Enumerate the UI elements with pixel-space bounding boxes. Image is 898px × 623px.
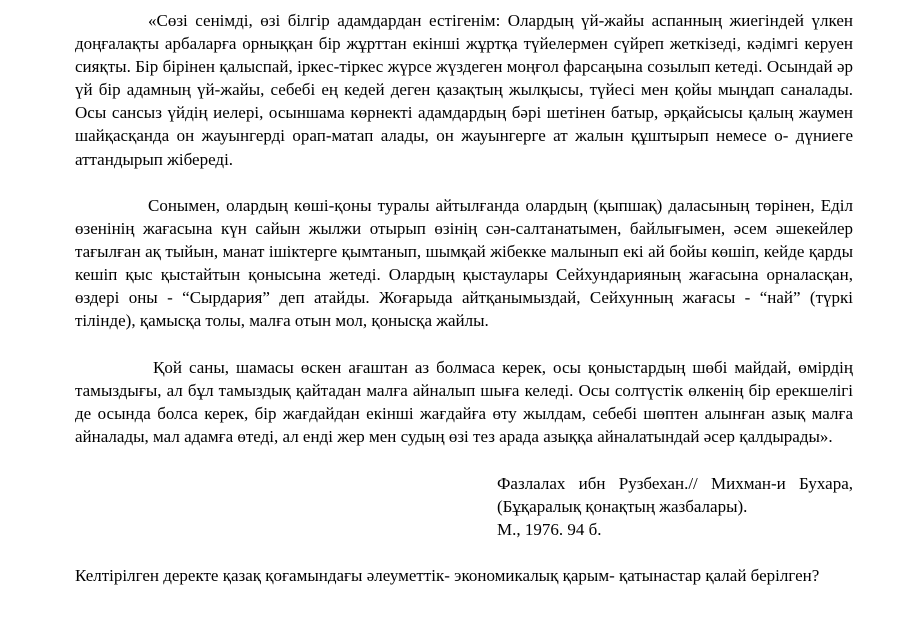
citation-block [497,472,853,541]
citation-source: Фазлалах ибн Рузбехан.// Михман-и Бухара, (Бұқаралық қонақтың жазбалары). [497,474,853,517]
paragraph-3: Қой саны, шамасы өскен ағаштан аз болмаса керек, осы қоныстардың шөбі майдай, өмірдің тамыздығы, ал бұл тамыздық қайтадан малға айналып шыға келеді. Осы солтүстік өлкенің бір ерекшелігі де осында болса керек, бір жағдайдан екінші жағдайға өту жылдам, себебі шөптен алынған азық малға айналады, мал адамға өтеді, ал енді жер мен судың өзі тез арада азыққа айналатындай әсер қалдырады». [75,358,853,447]
paragraph-2: Сонымен, олардың көші-қоны туралы айтылғанда олардың (қыпшақ) даласының төрінен, Еділ өзенінің жағасына күн сайын жылжи отырып өзінің сән-салтанатымен, байлығымен, әсем әшекейлер тағылған ақ тыйын, манат ішіктерге қымтанып, шымқай жібекке малынып екі ай бойы көшіп, кейде қарды кешіп қыс қыстайтын қонысына жетеді. Олардың қыстаулары Сейхундарияның жағасына орналасқан, өздері оны - “Сырдария” деп атайды. Жоғарыда айтқанымыздай, Сейхунның жағасы - “най” (түркі тілінде), қамысқа толы, малға отын мол, қонысқа жайлы. [75,196,853,331]
citation-publication: М., 1976. 94 б. [497,520,602,540]
question-text: Келтірілген деректе қазақ қоғамындағы әлеуметтік- экономикалық қарым- қатынастар қалай берілген? [75,566,820,585]
paragraph-1: «Сөзі сенімді, өзі білгір адамдардан естігенім: Олардың үй-жайы аспанның жиегіндей үлкен доңғалақты арбаларға орныққан бір жұрттан екінші жұртқа түйелермен сүйреп жеткізеді, кәдімгі керуен сияқты. Бір бірінен қалыспай, іркес-тіркес жүрсе жүздеген моңғол фарсаңына созылып кетеді. Осындай әр үй бір адамның үй-жайы, себебі ең кедей деген қазақтың жылқысы, түйесі мен қойы мыңдап саналады. Осы сансыз үйдің иелері, осыншама көрнекті адамдардың бәрі шетінен батыр, әрқайсысы қалың жаумен шайқасқанда он жауынгерді орап-матап алады, он жауынгерге ат жалын құштырып немесе о- дүниеге аттандырып жібереді. [75,11,853,169]
